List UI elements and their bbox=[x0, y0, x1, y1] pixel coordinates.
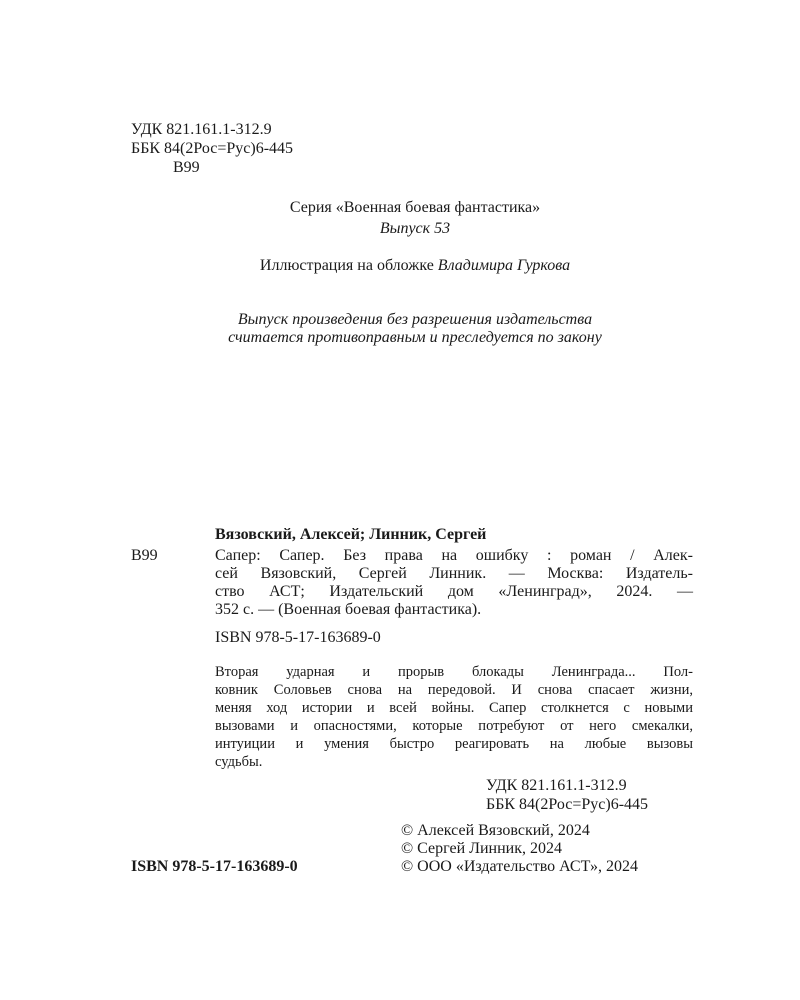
series-issue: Выпуск 53 bbox=[379, 220, 451, 237]
catalog-description bbox=[215, 547, 693, 619]
annotation-line: Вторая ударная и прорыв блокады Ленинграда... Пол- bbox=[215, 664, 693, 680]
bbk-code-bottom: ББК 84(2Рос=Рус)6-445 bbox=[486, 796, 649, 813]
illustration-artist: Владимира Гуркова bbox=[437, 257, 571, 274]
annotation bbox=[215, 663, 693, 771]
catalog-mark: В99 bbox=[131, 547, 158, 564]
udk-code-bottom: УДК 821.161.1-312.9 bbox=[486, 777, 627, 794]
copyright-line: © ООО «Издательство АСТ», 2024 bbox=[401, 858, 638, 875]
warning-line-1: Выпуск произведения без разрешения издательства bbox=[237, 311, 593, 328]
warning-line-2: считается противоправным и преследуется по закону bbox=[228, 329, 602, 346]
catalog-isbn: ISBN 978-5-17-163689-0 bbox=[215, 629, 381, 646]
annotation-line: судьбы. bbox=[215, 754, 263, 770]
catalog-description-line: 352 с. — (Военная боевая фантастика). bbox=[215, 601, 482, 618]
catalog-description-line: сей Вязовский, Сергей Линник. — Москва: Издатель- bbox=[215, 565, 693, 582]
catalog-description-line: Сапер: Сапер. Без права на ошибку : роман / Алек- bbox=[215, 547, 693, 564]
copyright-line: © Сергей Линник, 2024 bbox=[401, 840, 563, 857]
udk-code-top: УДК 821.161.1-312.9 bbox=[131, 121, 272, 138]
annotation-line: меняя ход истории и всей войны. Сапер столкнется с новыми bbox=[215, 700, 693, 716]
catalog-description-line: ство АСТ; Издательский дом «Ленинград», 2024. — bbox=[215, 583, 693, 600]
author-mark-top: В99 bbox=[173, 159, 200, 176]
series-line: Серия «Военная боевая фантастика» bbox=[289, 199, 541, 216]
copyright-line: © Алексей Вязовский, 2024 bbox=[401, 822, 590, 839]
annotation-line: вызовами и опасностями, которые потребуют от него смекалки, bbox=[215, 718, 693, 734]
catalog-authors: Вязовский, Алексей; Линник, Сергей bbox=[215, 526, 487, 543]
illustration-credit bbox=[0, 257, 800, 275]
annotation-line: интуиции и умения быстро реагировать на любые вызовы bbox=[215, 736, 693, 752]
bbk-code-top: ББК 84(2Рос=Рус)6-445 bbox=[131, 140, 294, 157]
illustration-prefix: Иллюстрация на обложке bbox=[259, 257, 438, 274]
bottom-isbn: ISBN 978-5-17-163689-0 bbox=[131, 858, 298, 875]
annotation-line: ковник Соловьев снова на передовой. И снова спасает жизни, bbox=[215, 682, 693, 698]
